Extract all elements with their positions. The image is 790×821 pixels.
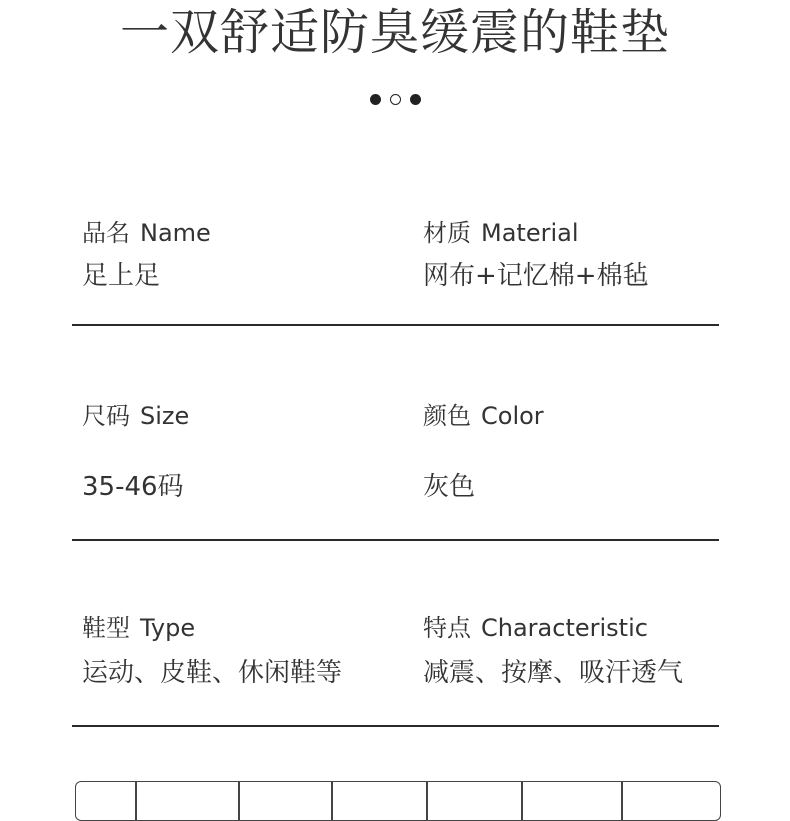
spec-size-label bbox=[82, 401, 189, 431]
spec-name-label-cn: 品名 bbox=[82, 219, 130, 247]
spec-material bbox=[423, 218, 649, 292]
table-column-divider bbox=[521, 782, 523, 820]
spec-characteristic-label bbox=[423, 613, 683, 643]
spec-name-label bbox=[82, 218, 211, 248]
table-column-divider bbox=[621, 782, 623, 820]
spec-color-value: 灰色 bbox=[423, 472, 476, 502]
spec-color-label-cn: 颜色 bbox=[423, 402, 471, 430]
carousel-dot-1[interactable] bbox=[370, 94, 381, 105]
spec-material-label-cn: 材质 bbox=[423, 219, 471, 247]
spec-type-label-cn: 鞋型 bbox=[82, 614, 130, 642]
table-column-divider bbox=[238, 782, 240, 820]
divider bbox=[72, 725, 719, 727]
spec-characteristic bbox=[423, 613, 683, 689]
spec-color bbox=[423, 401, 544, 503]
spec-material-value: 网布+记忆棉+棉毡 bbox=[423, 261, 649, 291]
table-column-divider bbox=[135, 782, 137, 820]
spec-name bbox=[82, 218, 211, 292]
divider bbox=[72, 324, 719, 326]
spec-material-label-en: Material bbox=[481, 219, 579, 247]
table-column-divider bbox=[426, 782, 428, 820]
spec-size-value: 35-46码 bbox=[82, 472, 184, 502]
carousel-dot-2[interactable] bbox=[390, 94, 401, 105]
carousel-indicator bbox=[0, 94, 790, 105]
spec-characteristic-value: 减震、按摩、吸汗透气 bbox=[423, 658, 684, 688]
spec-color-label-en: Color bbox=[481, 402, 544, 430]
page-title: 一双舒适防臭缓震的鞋垫 bbox=[119, 4, 670, 61]
spec-type bbox=[82, 613, 342, 689]
spec-material-label bbox=[423, 218, 649, 248]
spec-characteristic-label-cn: 特点 bbox=[423, 614, 471, 642]
spec-type-label-en: Type bbox=[140, 614, 196, 642]
carousel-dot-3[interactable] bbox=[410, 94, 421, 105]
spec-color-label bbox=[423, 401, 544, 431]
spec-size bbox=[82, 401, 189, 503]
spec-name-value: 足上足 bbox=[82, 261, 161, 291]
spec-size-label-en: Size bbox=[140, 402, 190, 430]
spec-characteristic-label-en: Characteristic bbox=[481, 614, 648, 642]
table-column-divider bbox=[331, 782, 333, 820]
spec-type-label bbox=[82, 613, 342, 643]
spec-size-label-cn: 尺码 bbox=[82, 402, 130, 430]
size-table bbox=[75, 781, 721, 821]
spec-name-label-en: Name bbox=[140, 219, 211, 247]
spec-type-value: 运动、皮鞋、休闲鞋等 bbox=[82, 658, 343, 688]
divider bbox=[72, 539, 719, 541]
